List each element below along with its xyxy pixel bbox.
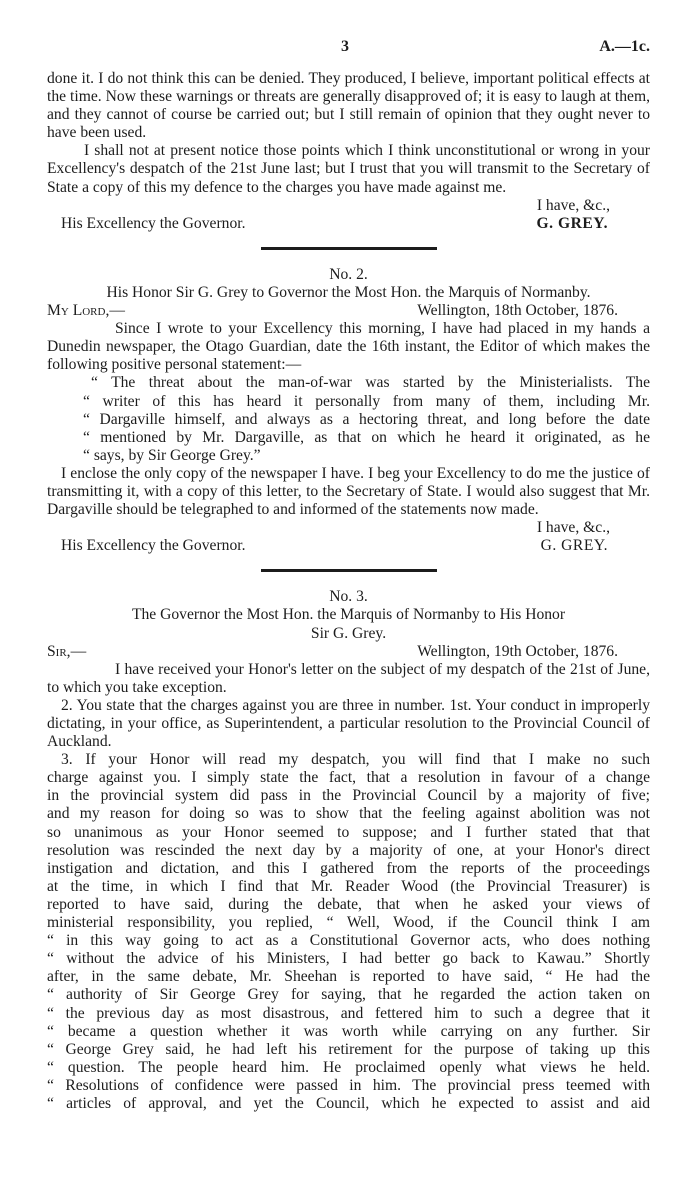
letter-3-dateline: Wellington, 19th October, 1876. [417,642,618,660]
page-number: 3 [341,38,349,55]
letter-3-heading-line-1: The Governor the Most Hon. the Marquis of Normanby to His Honor [131,606,566,624]
letter-1-sign-row [47,215,650,233]
paragraph-line: at the time, in which I find that Mr. Reader Wood (the Provincial Treasurer) is [47,877,650,895]
letter-2-heading [47,284,650,302]
paragraph-line: reported to have said, during the debate, that when he asked your views of [47,895,650,913]
paragraph-line: “ became a question whether it was worth while carrying on any further. Sir [47,1022,650,1040]
paragraph-line: 3. If your Honor will read my despatch, you will find that I make no such [61,751,650,769]
paragraph-line: “ the previous day as most disastrous, and fettered him to such a degree that it [47,1004,650,1022]
paragraph-line: resolution was rescinded the next day by a majority of one, at your Honor's direct [47,841,650,859]
section-divider-2 [261,569,437,572]
letter-2-heading-text: His Honor Sir G. Grey to Governor the Most Hon. the Marquis of Normanby. [106,283,591,301]
letter-1-paragraph-1: done it. I do not think this can be denied. They produced, I believe, important political effects at the time. Now these warnings or threats are generally disapproved of; it is easy to laugh at them, and they cannot of course be carried out; but I still remain of opinion that they ought never to have been used. [47,70,650,142]
paragraph-line: “ without the advice of his Ministers, I had better go back to Kawau.” Shortly [47,950,650,968]
document-reference: A.—1c. [599,38,650,55]
letter-1-closing-row [47,197,650,215]
letter-3-number: No. 3. [329,588,368,606]
paragraph-line: “ question. The people heard him. He proclaimed openly what views he held. [47,1058,650,1076]
letter-2-sign-row [47,537,650,555]
letter-1-closing: I have, &c., [536,196,610,214]
letter-2-paragraph-2: I enclose the only copy of the newspaper I have. I beg your Excellency to do me the justice of transmitting it, with a copy of this letter, to the Secretary of State. I would also suggest that Mr. Dargaville should be telegraphed to and informed of the statements now made. [47,464,650,519]
page-header [0,38,700,58]
letter-1-paragraph-2: I shall not at present notice those points which I think unconstitutional or wrong in your Excellency's despatch of the 21st June last; but I trust that you will transmit to the Secretary of State a copy of this my defence to the charges you have made against me. [47,142,650,196]
letter-2-closing: I have, &c., [536,519,610,537]
letter-2-closing-row [47,519,650,537]
paragraph-line: after, in the same debate, Mr. Sheehan is reported to have said, “ He had the [47,968,650,986]
letter-3-salutation-row [47,643,650,661]
quote-line: “ Dargaville himself, and always as a hectoring threat, and long before the date [83,410,650,428]
letter-3-paragraph-3 [47,751,650,1113]
letter-3-paragraph-2: 2. You state that the charges against you are three in number. 1st. Your conduct in improperly dictating, in your office, as Superintendent, a particular resolution to the Provincial Council of Auckland. [47,696,650,751]
quote-line: “ says, by Sir George Grey.” [83,446,261,464]
paragraph-line: and my reason for doing so was to show that the feeling against abolition was not [47,805,650,823]
letter-2-signature: G. GREY. [540,537,608,555]
paragraph-line: “ Resolutions of confidence were passed in him. The provincial press teemed with [47,1076,650,1094]
quote-line: “ mentioned by Mr. Dargaville, as that on which he heard it originated, as he [83,428,650,446]
letter-2-quote [47,374,650,464]
paragraph-line: “ authority of Sir George Grey for saying, that he regarded the action taken on [47,986,650,1004]
letter-2-number: No. 2. [329,265,368,283]
letter-2-paragraph-1: Since I wrote to your Excellency this morning, I have had placed in my hands a Dunedin newspaper, the Otago Guardian, date the 16th instant, the Editor of which makes the following positive personal statement:— [47,320,650,374]
letter-2-salutation-row [47,302,650,320]
letter-3-salutation: Sir,— [47,642,87,660]
letter-1-addressee: His Excellency the Governor. [61,214,246,232]
paragraph-line: “ in this way going to act as a Constitutional Governor acts, who does nothing [47,932,650,950]
letter-3-paragraph-1: I have received your Honor's letter on the subject of my despatch of the 21st of June, to which you take exception. [47,660,650,696]
quote-line: “ The threat about the man-of-war was started by the Ministerialists. The [91,374,650,392]
paragraph-line: instigation and dictation, and this I gathered from the reports of the proceedings [47,859,650,877]
section-divider-1 [261,247,437,250]
quote-line: “ writer of this has heard it personally from many of them, including Mr. [83,392,650,410]
paragraph-line: “ George Grey said, he had left his retirement for the purpose of taking up this [47,1040,650,1058]
paragraph-line: “ articles of approval, and yet the Council, which he expected to assist and aid [47,1094,650,1112]
paragraph-line: charge against you. I simply state the fact, that a resolution in favour of a change [47,769,650,787]
letter-3-heading-line-2: Sir G. Grey. [310,624,387,642]
paragraph-line: so unanimous as your Honor seemed to suppose; and I further stated that that [47,823,650,841]
letter-1-signature: G. GREY. [536,214,608,232]
letter-2-salutation: My Lord,— [47,302,125,320]
paragraph-line: in the provincial system did pass in the Provincial Council by a majority of five; [47,787,650,805]
letter-2-addressee: His Excellency the Governor. [61,537,246,555]
paragraph-line: ministerial responsibility, you replied, “ Well, Wood, if the Council think I am [47,914,650,932]
letter-1 [47,70,650,1113]
letter-2-dateline: Wellington, 18th October, 1876. [417,302,618,320]
